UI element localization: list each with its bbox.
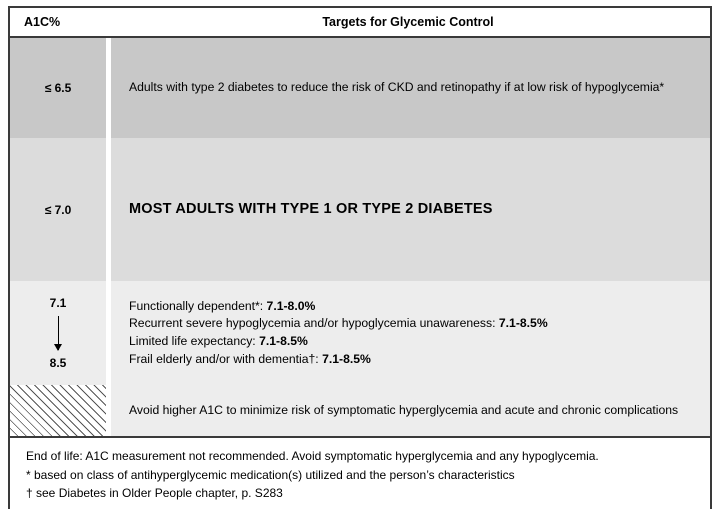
a1c-range-cell-hatched bbox=[10, 385, 106, 436]
table-row bbox=[10, 38, 710, 138]
target-description-text: MOST ADULTS WITH TYPE 1 OR TYPE 2 DIABETES bbox=[129, 200, 493, 217]
a1c-range-cell bbox=[10, 38, 106, 138]
target-list-item-value: 7.1-8.0% bbox=[266, 298, 316, 313]
target-list-item-label: Frail elderly and/or with dementia†: bbox=[129, 351, 323, 366]
footnote-asterisk: * based on class of antihyperglycemic medication(s) utilized and the person’s characteristics bbox=[26, 467, 515, 482]
footnote-end-of-life: End of life: A1C measurement not recommended. Avoid symptomatic hyperglycemia and any hypoglycemia. bbox=[26, 449, 599, 463]
target-list-item bbox=[129, 333, 696, 351]
a1c-range-value: ≤ 6.5 bbox=[44, 81, 72, 95]
target-list-item-label: Recurrent severe hypoglycemia and/or hypoglycemia unawareness: bbox=[129, 316, 499, 331]
target-list-item-label: Limited life expectancy: bbox=[129, 334, 260, 348]
target-description-cell bbox=[106, 385, 710, 436]
target-list-item-value: 7.1-8.5% bbox=[322, 351, 371, 366]
a1c-range-cell bbox=[10, 281, 106, 385]
footnote-dagger: † see Diabetes in Older People chapter, p. S283 bbox=[26, 486, 283, 501]
down-arrow-icon bbox=[58, 316, 59, 350]
target-list-item-value: 7.1-8.5% bbox=[259, 334, 308, 348]
table-row bbox=[10, 281, 710, 385]
target-description-cell bbox=[106, 281, 710, 385]
target-list-item bbox=[129, 298, 696, 316]
column-header-a1c: A1C% bbox=[24, 15, 61, 29]
hatch-pattern-icon bbox=[10, 385, 106, 436]
table-header-row bbox=[10, 8, 710, 38]
target-description-cell bbox=[106, 38, 710, 138]
table-footnotes bbox=[10, 436, 710, 509]
table-row bbox=[10, 138, 710, 281]
target-list-item bbox=[129, 315, 696, 333]
target-list-item bbox=[129, 351, 696, 369]
target-description-text: Adults with type 2 diabetes to reduce the risk of CKD and retinopathy if at low risk of hypoglycemia* bbox=[129, 80, 665, 95]
a1c-range-value: ≤ 7.0 bbox=[44, 202, 72, 217]
target-list-item-value: 7.1-8.5% bbox=[498, 316, 548, 331]
target-list-item-label: Functionally dependent*: bbox=[129, 298, 267, 313]
glycemic-targets-table bbox=[8, 6, 712, 509]
column-header-targets: Targets for Glycemic Control bbox=[322, 15, 494, 29]
target-description-cell bbox=[106, 138, 710, 281]
target-description-text: Avoid higher A1C to minimize risk of symptomatic hyperglycemia and acute and chronic complications bbox=[129, 402, 679, 417]
a1c-range-lower-value: 8.5 bbox=[49, 356, 67, 370]
a1c-range-cell bbox=[10, 138, 106, 281]
a1c-range-upper-value: 7.1 bbox=[49, 296, 67, 310]
table-row bbox=[10, 385, 710, 436]
